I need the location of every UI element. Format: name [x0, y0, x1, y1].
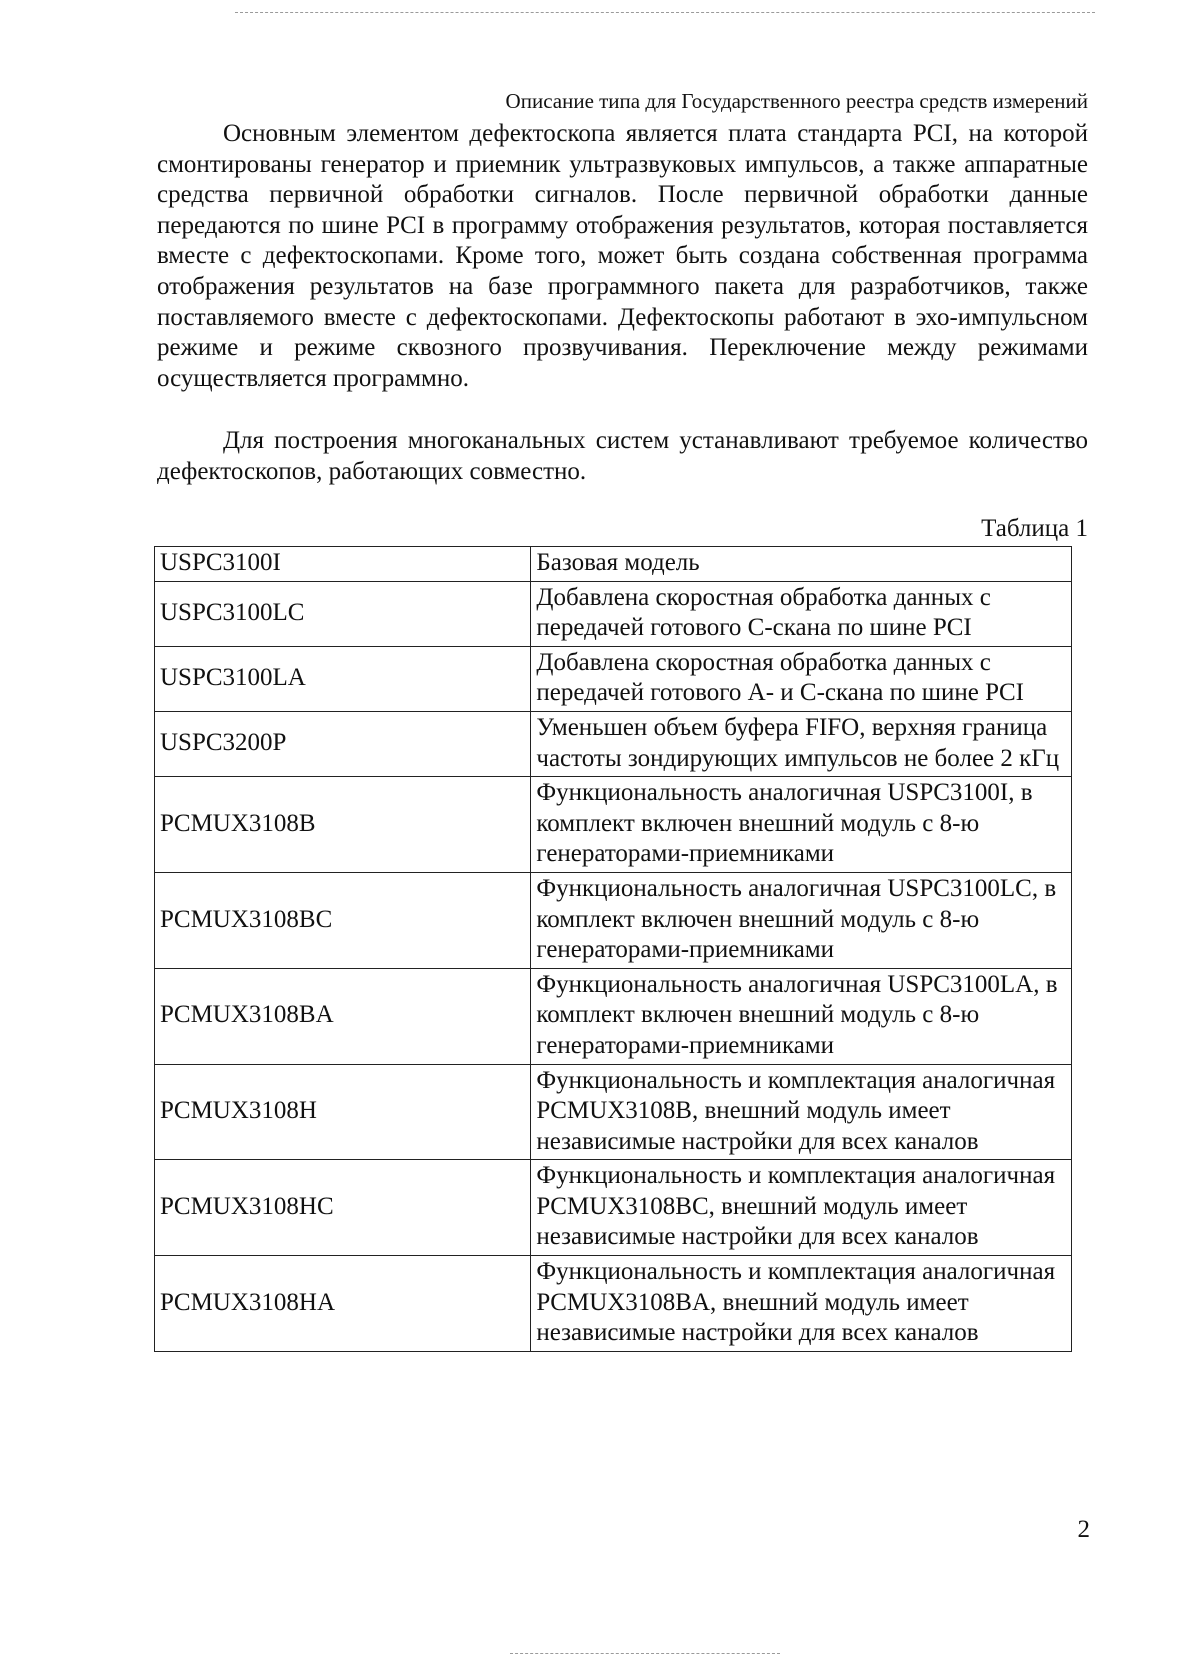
- model-cell: USPC3100I: [155, 547, 531, 582]
- description-cell: Добавлена скоростная обработка данных с передачей готового А- и С-скана по шине PCI: [531, 646, 1072, 711]
- table-row: [155, 872, 1072, 968]
- model-cell: PCMUX3108H: [155, 1064, 531, 1160]
- model-cell: PCMUX3108HC: [155, 1160, 531, 1256]
- document-header: Описание типа для Государственного реестра средств измерений: [505, 89, 1088, 113]
- table-row: [155, 777, 1072, 873]
- description-cell: Функциональность и комплектация аналогичная PCMUX3108BA, внешний модуль имеет независимые настройки для всех каналов: [531, 1256, 1072, 1352]
- description-cell: Добавлена скоростная обработка данных с передачей готового С-скана по шине PCI: [531, 581, 1072, 646]
- model-cell: PCMUX3108BC: [155, 872, 531, 968]
- model-cell: PCMUX3108BA: [155, 968, 531, 1064]
- description-cell: Уменьшен объем буфера FIFO, верхняя граница частоты зондирующих импульсов не более 2 кГц: [531, 711, 1072, 776]
- table-row: [155, 968, 1072, 1064]
- paragraph-description: Основным элементом дефектоскопа является плата стандарта PCI, на которой смонтированы генератор и приемник ультразвуковых импульсов, а также аппаратные средства первичной обработки сигналов. После первичной обработки данные передаются по шине PCI в программу отображения результатов, которая поставляется вместе с дефектоскопами. Кроме того, может быть создана собственная программа отображения результатов на базе программного пакета для разработчиков, также поставляемого вместе с дефектоскопами. Дефектоскопы работают в эхо-импульсном режиме и режиме сквозного прозвучивания. Переключение между режимами осуществляется программно.: [157, 120, 1088, 392]
- table-row: [155, 1064, 1072, 1160]
- table-caption: Таблица 1: [981, 515, 1088, 542]
- description-cell: Функциональность аналогичная USPC3100LC, в комплект включен внешний модуль с 8-ю генераторами-приемниками: [531, 872, 1072, 968]
- model-cell: PCMUX3108HA: [155, 1256, 531, 1352]
- model-cell: USPC3200P: [155, 711, 531, 776]
- description-cell: Функциональность аналогичная USPC3100LA, в комплект включен внешний модуль с 8-ю генераторами-приемниками: [531, 968, 1072, 1064]
- page-number: 2: [1077, 1516, 1090, 1543]
- table-row: [155, 711, 1072, 776]
- scan-artifact-bottom: [510, 1653, 780, 1654]
- paragraph-multichannel: Для построения многоканальных систем устанавливают требуемое количество дефектоскопов, работающих совместно.: [157, 427, 1088, 485]
- table-row: [155, 547, 1072, 582]
- description-cell: Базовая модель: [531, 547, 1072, 582]
- description-cell: Функциональность и комплектация аналогичная PCMUX3108BC, внешний модуль имеет независимые настройки для всех каналов: [531, 1160, 1072, 1256]
- model-cell: USPC3100LA: [155, 646, 531, 711]
- model-cell: USPC3100LC: [155, 581, 531, 646]
- model-cell: PCMUX3108B: [155, 777, 531, 873]
- models-table: [154, 546, 1072, 1352]
- scan-artifact-top: [235, 12, 1095, 13]
- table-row: [155, 646, 1072, 711]
- table-row: [155, 1256, 1072, 1352]
- description-cell: Функциональность и комплектация аналогичная PCMUX3108B, внешний модуль имеет независимые настройки для всех каналов: [531, 1064, 1072, 1160]
- description-cell: Функциональность аналогичная USPC3100I, в комплект включен внешний модуль с 8-ю генераторами-приемниками: [531, 777, 1072, 873]
- table-row: [155, 1160, 1072, 1256]
- table-row: [155, 581, 1072, 646]
